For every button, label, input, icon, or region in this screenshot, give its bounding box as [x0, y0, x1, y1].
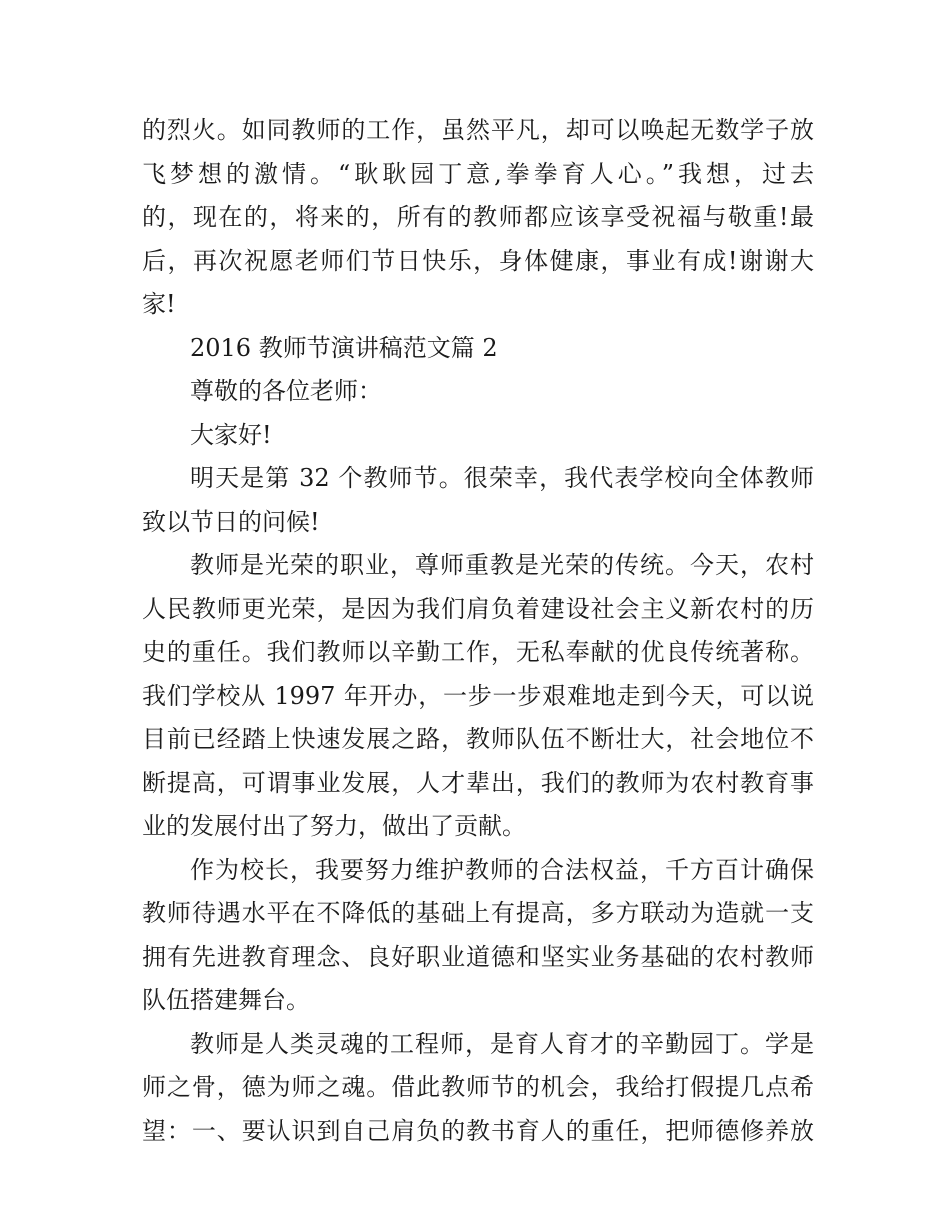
text-line: 飞梦想的激情。“耿耿园丁意,拳拳育人心。”我想，过去 — [142, 159, 814, 188]
text-line: 师之骨，德为师之魂。借此教师节的机会，我给打假提几点希 — [142, 1073, 814, 1101]
text-line: 队伍搭建舞台。 — [142, 986, 310, 1014]
text-line: 目前已经踏上快速发展之路，教师队伍不断壮大，社会地位不 — [142, 725, 814, 753]
text-line: 致以节日的问候! — [142, 507, 320, 536]
text-line: 拥有先进教育理念、良好职业道德和坚实业务基础的农村教师 — [142, 942, 814, 971]
text-line: 明天是第 32 个教师节。很荣幸，我代表学校向全体教师 — [190, 464, 814, 492]
text-line: 望：一、要认识到自己肩负的教书育人的重任，把师德修养放 — [142, 1116, 814, 1145]
text-line: 的烈火。如同教师的工作，虽然平凡，却可以唤起无数学子放 — [142, 116, 814, 144]
text-line: 我们学校从 1997 年开办，一步一步艰难地走到今天，可以说 — [142, 681, 814, 710]
text-line: 教师是光荣的职业，尊师重教是光荣的传统。今天，农村 — [190, 551, 814, 579]
text-line: 教师是人类灵魂的工程师，是育人育才的辛勤园丁。学是 — [190, 1029, 814, 1058]
text-line: 作为校长，我要努力维护教师的合法权益，千方百计确保 — [190, 855, 814, 884]
greeting: 大家好! — [190, 420, 272, 449]
text-line: 史的重任。我们教师以辛勤工作，无私奉献的优良传统著称。 — [142, 638, 814, 666]
salutation: 尊敬的各位老师： — [190, 377, 382, 405]
section-heading: 2016 教师节演讲稿范文篇 2 — [190, 333, 498, 362]
text-line: 断提高，可谓事业发展，人才辈出，我们的教师为农村教育事 — [142, 768, 814, 797]
text-line: 的，现在的，将来的，所有的教师都应该享受祝福与敬重!最 — [142, 203, 814, 231]
document-body — [142, 109, 814, 1153]
text-line: 后，再次祝愿老师们节日快乐，身体健康，事业有成!谢谢大 — [142, 246, 814, 275]
text-line: 人民教师更光荣，是因为我们肩负着建设社会主义新农村的历 — [142, 594, 814, 623]
text-line: 业的发展付出了努力，做出了贡献。 — [142, 812, 526, 840]
text-line: 家! — [142, 290, 176, 318]
text-line: 教师待遇水平在不降低的基础上有提高，多方联动为造就一支 — [142, 899, 814, 927]
